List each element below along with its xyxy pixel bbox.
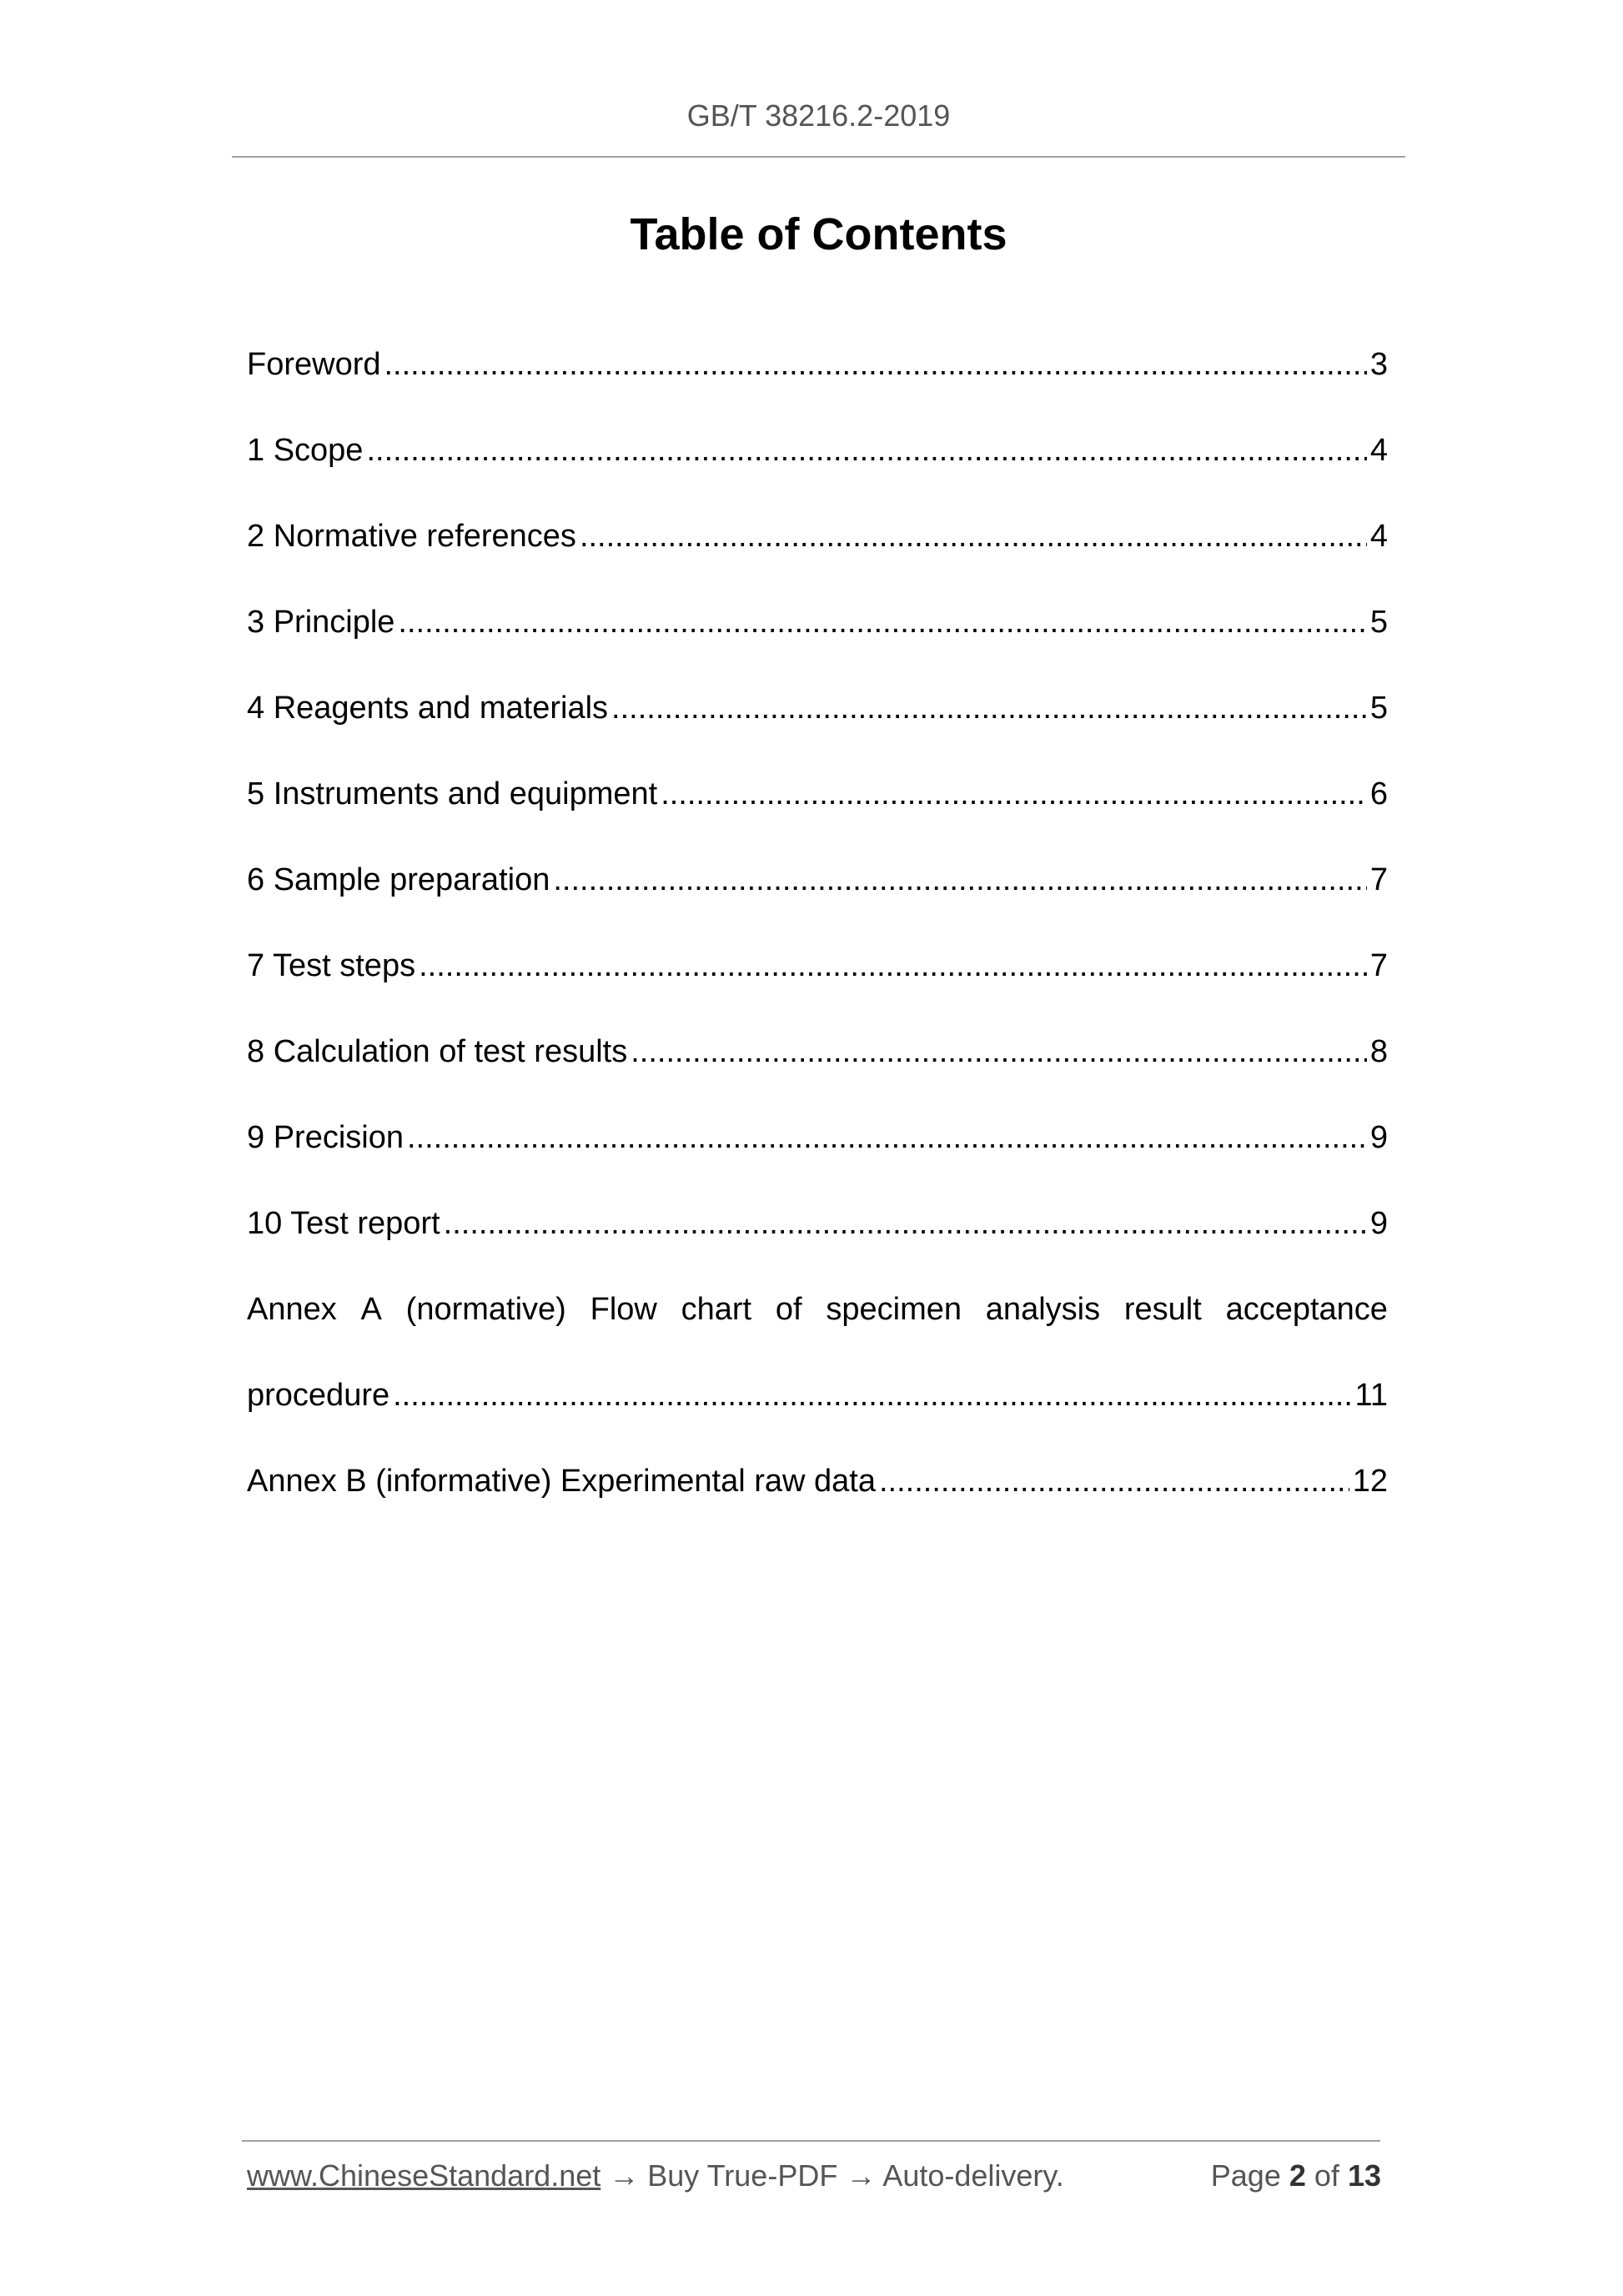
footer-promo <box>247 2158 1064 2193</box>
total-page-number: 13 <box>1347 2158 1381 2193</box>
toc-entry-calculation-of-test-results[interactable] <box>247 1022 1388 1108</box>
toc-word: specimen <box>826 1292 962 1327</box>
toc-word: (normative) <box>405 1292 566 1327</box>
toc-entry-sample-preparation[interactable] <box>247 851 1388 937</box>
toc-entry-label: 1 Scope <box>247 433 364 468</box>
toc-entry-label: 2 Normative references <box>247 519 576 554</box>
toc-entry-label: Annex B (informative) Experimental raw data <box>247 1464 876 1499</box>
toc-word: analysis <box>985 1292 1101 1327</box>
toc-word: of <box>775 1292 802 1327</box>
toc-entry-page: 8 <box>1369 1034 1388 1069</box>
toc-entry-page: 5 <box>1369 691 1388 726</box>
toc-entry-label: 5 Instruments and equipment <box>247 776 658 811</box>
toc-dot-leader <box>631 1022 1367 1081</box>
toc-entry-principle[interactable] <box>247 593 1388 679</box>
toc-entry-page: 5 <box>1369 605 1388 640</box>
toc-dot-leader <box>366 421 1366 480</box>
toc-entry-label: procedure <box>247 1378 390 1413</box>
page-prefix: Page <box>1210 2158 1281 2193</box>
toc-entry-page: 6 <box>1369 776 1388 811</box>
page-of: of <box>1314 2158 1339 2193</box>
toc-entry-instruments-and-equipment[interactable] <box>247 765 1388 851</box>
toc-entry-annex-a[interactable] <box>247 1280 1388 1452</box>
toc-entry-page: 12 <box>1352 1464 1388 1499</box>
toc-word: result <box>1123 1292 1202 1327</box>
toc-dot-leader <box>611 679 1367 737</box>
toc-entry-page: 11 <box>1354 1378 1388 1413</box>
document-code-header: GB/T 38216.2-2019 <box>686 98 951 133</box>
toc-entry-label: 4 Reagents and materials <box>247 691 609 726</box>
toc-entry-page: 4 <box>1369 519 1388 554</box>
toc-entry-label-line2 <box>247 1366 1388 1452</box>
toc-dot-leader <box>553 851 1367 909</box>
page-footer <box>247 2158 1381 2193</box>
toc-entry-label: 3 Principle <box>247 605 395 640</box>
table-of-contents <box>247 335 1388 1538</box>
footer-promo-text: → Buy True-PDF → Auto-delivery. <box>600 2158 1064 2193</box>
toc-entry-foreword[interactable] <box>247 335 1388 421</box>
toc-entry-test-steps[interactable] <box>247 937 1388 1022</box>
toc-entry-label: 10 Test report <box>247 1206 440 1241</box>
toc-dot-leader <box>393 1366 1351 1424</box>
toc-word: A <box>360 1292 382 1327</box>
toc-entry-page: 4 <box>1369 433 1388 468</box>
toc-entry-scope[interactable] <box>247 421 1388 507</box>
toc-word: Annex <box>247 1292 337 1327</box>
toc-entry-label: 7 Test steps <box>247 948 416 983</box>
toc-entry-page: 3 <box>1369 347 1388 382</box>
toc-entry-label: 8 Calculation of test results <box>247 1034 628 1069</box>
toc-word: Flow <box>590 1292 657 1327</box>
toc-dot-leader <box>879 1452 1349 1510</box>
toc-entry-test-report[interactable] <box>247 1194 1388 1280</box>
toc-dot-leader <box>384 335 1367 394</box>
toc-entry-label: 9 Precision <box>247 1120 404 1155</box>
toc-entry-annex-b[interactable] <box>247 1452 1388 1538</box>
toc-entry-normative-references[interactable] <box>247 507 1388 593</box>
toc-dot-leader <box>398 593 1366 651</box>
toc-entry-label: Foreword <box>247 347 381 382</box>
toc-entry-precision[interactable] <box>247 1108 1388 1194</box>
toc-word: acceptance <box>1225 1292 1388 1327</box>
toc-dot-leader <box>444 1194 1367 1253</box>
toc-entry-page: 9 <box>1369 1120 1388 1155</box>
header-divider <box>232 156 1405 158</box>
toc-dot-leader <box>419 937 1367 995</box>
toc-entry-label-line1 <box>247 1280 1388 1366</box>
current-page-number: 2 <box>1289 2158 1306 2193</box>
footer-divider <box>242 2140 1380 2142</box>
toc-word: chart <box>681 1292 752 1327</box>
toc-dot-leader <box>580 507 1367 565</box>
toc-entry-page: 9 <box>1369 1206 1388 1241</box>
toc-entry-reagents-and-materials[interactable] <box>247 679 1388 765</box>
page-indicator <box>1211 2158 1381 2193</box>
website-link[interactable]: www.ChineseStandard.net <box>247 2158 601 2193</box>
toc-dot-leader <box>407 1108 1367 1167</box>
page-title: Table of Contents <box>630 209 1007 259</box>
toc-entry-label: 6 Sample preparation <box>247 862 550 897</box>
toc-dot-leader <box>661 765 1367 823</box>
toc-entry-page: 7 <box>1369 948 1388 983</box>
toc-entry-page: 7 <box>1369 862 1388 897</box>
